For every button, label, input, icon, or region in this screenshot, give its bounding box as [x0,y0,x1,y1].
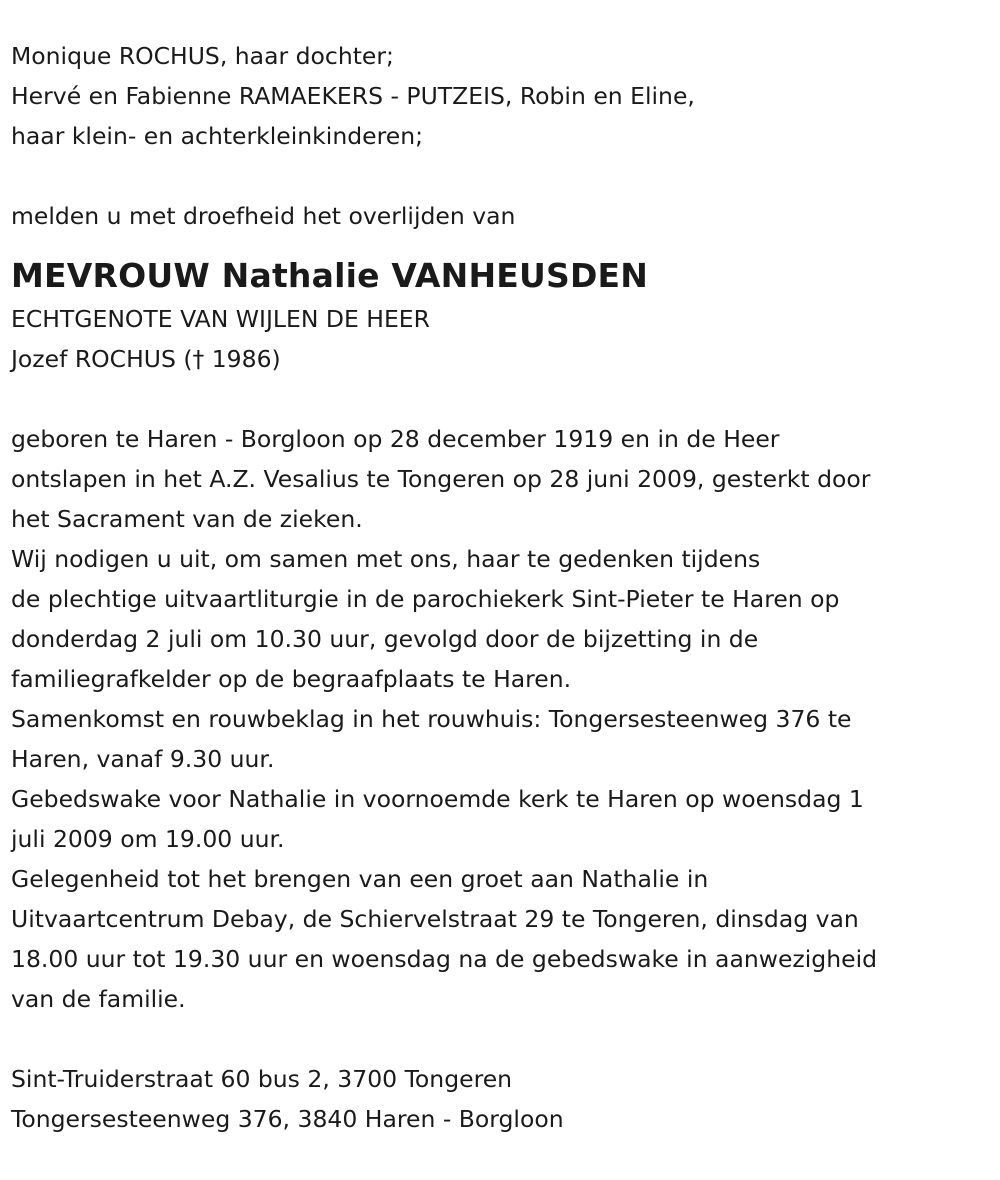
family-line-daughter: Monique ROCHUS, haar dochter; [11,42,394,70]
body-line: de plechtige uitvaartliturgie in de parochiekerk Sint-Pieter te Haren op [11,585,840,613]
family-line-grandchildren-names: Hervé en Fabienne RAMAEKERS - PUTZEIS, Robin en Eline, [11,82,695,110]
family-line-grandchildren-label: haar klein- en achterkleinkinderen; [11,122,424,150]
body-line: donderdag 2 juli om 10.30 uur, gevolgd door de bijzetting in de [11,625,759,653]
obituary-body [11,419,996,1019]
spacer [11,1019,996,1059]
cross-icon: † [192,345,205,373]
deceased-name: MEVROUW Nathalie VANHEUSDEN [11,256,649,295]
body-line: Samenkomst en rouwbeklag in het rouwhuis: Tongersesteenweg 376 te [11,705,852,733]
spacer [11,156,996,196]
spacer [11,379,996,419]
body-line: familiegrafkelder op de begraafplaats te Haren. [11,665,572,693]
body-line: van de familie. [11,985,186,1013]
body-line: Gelegenheid tot het brengen van een groet aan Nathalie in [11,865,709,893]
body-line: juli 2009 om 19.00 uur. [11,825,285,853]
body-line: het Sacrament van de zieken. [11,505,363,533]
spouse-prefix: Jozef ROCHUS ( [11,345,193,373]
announcement-text: melden u met droefheid het overlijden van [11,202,516,230]
body-line: 18.00 uur tot 19.30 uur en woensdag na de gebedswake in aanwezigheid [11,945,878,973]
deceased-spouse [11,339,996,379]
body-line: Haren, vanaf 9.30 uur. [11,745,275,773]
obituary-notice [11,36,996,1139]
spouse-suffix: 1986) [204,345,281,373]
address-line-2: Tongersesteenweg 376, 3840 Haren - Borgloon [11,1105,564,1133]
body-line: Gebedswake voor Nathalie in voornoemde kerk te Haren op woensdag 1 [11,785,864,813]
body-line: geboren te Haren - Borgloon op 28 december 1919 en in de Heer [11,425,780,453]
deceased-title: ECHTGENOTE VAN WIJLEN DE HEER [11,305,430,333]
body-line: ontslapen in het A.Z. Vesalius te Tongeren op 28 juni 2009, gesterkt door [11,465,871,493]
body-line: Uitvaartcentrum Debay, de Schiervelstraat 29 te Tongeren, dinsdag van [11,905,859,933]
address-line-1: Sint-Truiderstraat 60 bus 2, 3700 Tongeren [11,1065,513,1093]
body-line: Wij nodigen u uit, om samen met ons, haar te gedenken tijdens [11,545,761,573]
